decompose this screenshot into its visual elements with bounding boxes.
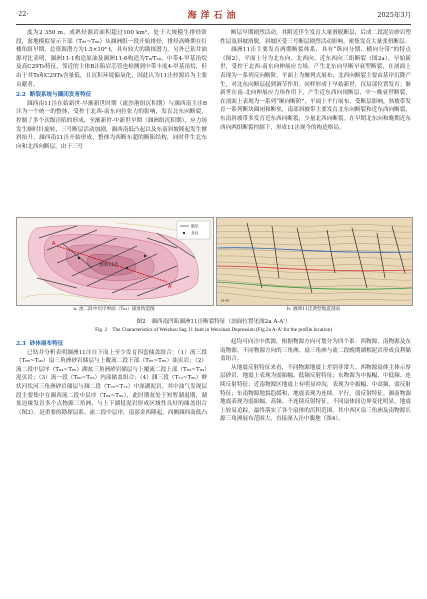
depth-contour-map — [17, 218, 213, 305]
paragraph: 从地震反射特征来看，不同物源地震上差别非常大。西物源扇体主体示厚层砂岩，地震上表现为弱振幅、低频反射特征；东物源为中振幅、中低频、连续反射特征；近南物源区地震上有明显冲沟，表现为中振幅、中高频、弱反射特征；东南物源地貌趋缓和，地震表现为连续、平行、弱反射特征。涠南物源地震表现为弱振幅、高频、不连续反射特征。不同扇体间边界变化明显，地震上较易追踪，最终落实了各个扇体的沉积范围，其中西区扇三角洲及南物源长源三角洲展布范围大，直接深入洼中腹地（图4）。 — [220, 364, 411, 423]
well-marker — [78, 257, 80, 259]
page-number: ·22· — [16, 10, 29, 18]
issue-date: 2025年3月 — [377, 11, 411, 19]
figure-caption-en: Fig. 2 The Characteristics of Weizhou Sag 11 fault in Weixinan Depression (Fig.2a A-A' for the profile location) — [95, 327, 332, 333]
legend-well: 井位 — [191, 230, 199, 236]
subcaption-a: a. 流二段中层序界面（T₈₃）深度构造图 — [73, 307, 155, 312]
profile-point-a: A — [52, 241, 56, 247]
right-column-top — [220, 29, 411, 132]
section-label: A-A' — [221, 298, 230, 303]
paragraph: 涠洲11洼主要发育两期断裂体系，具有“纵向分期、横向分带”的特点（图2），平面上分为北东向、北西向、近东西向三组断裂（图2a）。早始新世，受控于北西-南东向伸展应力场，产生北东向早断早衰型断裂，在剖面上表现为一系列反向断阶，平面上为雁列式展布；北西向断裂主要由基岸沉降产生，对北东向断层起到调节作用。同样形成于早始新世，仅局部位置发育；渐新世在南-北向伸展应力场作用下，产生近东西向现断层，中～晚衰世断裂，在剖面上表现为一系列“顺向断阶”，平面上平行展布，受断层影响，斜坡带发育一系列断块圈闭和断垒，南部斜坡带主要发育北东向断裂和近东西向断裂，东南斜坡带多发育近东西向断裂，少量北西向断裂。在早期北东向和晚期近东西向两组断裂控制下，形成11洼现今的构造格局。 — [220, 47, 411, 131]
paragraph: 断层早期剧烈活动，其附近伴生发育大量滑脱断层，后成二段泥岩砂岩塑性层及斜坡滑脱，斜坡区受三号断层剧烈活动影响，密集发育大量张扭断层。 — [220, 30, 411, 45]
seismic-section — [217, 218, 412, 305]
right-column-bottom — [220, 338, 411, 424]
left-column-bottom — [16, 338, 207, 417]
section-heading: 2.3 砂体展布特征 — [16, 341, 64, 347]
subcaption-b: b. 涠洲11洼典型地震剖面 — [286, 307, 341, 312]
figure-caption-cn: 图2 涠西南凹陷涠洲11洼断裂特征（剖面位置见图2a A-A'） — [136, 319, 291, 325]
left-column-top — [16, 29, 207, 151]
well-marker — [144, 255, 146, 257]
paragraph: 度为2 350 m，成熟烃源岩面积超过100 km²，处于大规模生排烃阶段，盆地模拟显示下部（T₈₃~T₈₆）从涠洲组一段开始排烃，排烃高峰期在灯楼角组早期，总资源潜力为1.5×10⁸ t，具有较大的勘探潜力。另外已钻井油源对比表明，涠洲11-1构造原油及涠洲11-6构造为T₈/T₆₉，中带4-甲基甾烷及高C29Ts特征，邻近的主体B洼陷岩芯管也检测到中带丰度4-甲基甾烷，但由于其Ts和C29Ts含量低，且沉积环境偏氧化，因此认为11洼烃源岩为主要贡献者。 — [16, 30, 207, 88]
legend-fault: 断层 — [191, 223, 199, 229]
journal-title: 海洋石油 — [187, 11, 240, 21]
structure-map — [16, 217, 214, 306]
page-header — [16, 8, 411, 22]
header-rule — [16, 24, 411, 25]
sag-label: 涠洲11洼 — [99, 263, 119, 268]
paragraph: 已钻井分析表明涠洲11洼自下而上至少发育四套储盖组合：（1）流三段（T₈₆~T₉₀）扇三角洲砂岩储层与上覆流二段下部（T₈₅~T₈₆）油页岩；（2）流二段中层序（T₈₄~T₈₅）湖盆三角洲砂岩储层与上覆流二段上部（T₈₃~T₈₄）泥页岩；（3）流一段（T₈₀~T₈₃）内部储盖组合；（4）涠三段（T₇₂~T₈₀）辫状河状河三角洲砂岩储层与涠二段（T₇₀~T₇₂）中深湖泥岩。其中油气发现层段主要集中在涠西流二段中层序（T₈₄~T₈₅），此时期盆处于短暂湖退期，湖盆边缘发育多个点物源三角洲，与上下湖侵泥岩形成区域性良好的储盖组合（图3）。是重要的勘探层系。流二段中层序，南部金西隆起、西侧涠西南低凸 — [16, 349, 207, 416]
profile-point-a-prime: A' — [168, 284, 173, 290]
paragraph: 起均可向洼中供源，根据物源方向可划分为四个系：西物源、南物源及东南物源。不同物源方向的三角洲、扇三角洲与流二段晚期湖相泥岩形成良利储盖组合。 — [220, 339, 411, 363]
figure-2 — [16, 217, 411, 315]
paragraph: 涠西南11洼在始新世-早渐新世时期（流沙港组沉积期）与涠西南主洼B洼为一个统一的整体，受控于北西-南东向拉张力的影响，发育北东向断裂，控制了多个次级洼陷的形成，至渐新世-中新世早期（涠洲组沉积期），应力场发生顺时针旋转，三号断层活动加剧，涠西南低凸起以及东南斜坡隆起发生掀斜抬升，涠西南11洼开始形成，整体为西断东超的断陷结构，同时伴生北东向和北西向断层，由于三号 — [16, 100, 207, 150]
seismic-profile — [216, 217, 413, 306]
section-heading: 2.2 断裂系统与圈闭发育特征 — [16, 92, 92, 99]
well-marker — [126, 267, 128, 269]
